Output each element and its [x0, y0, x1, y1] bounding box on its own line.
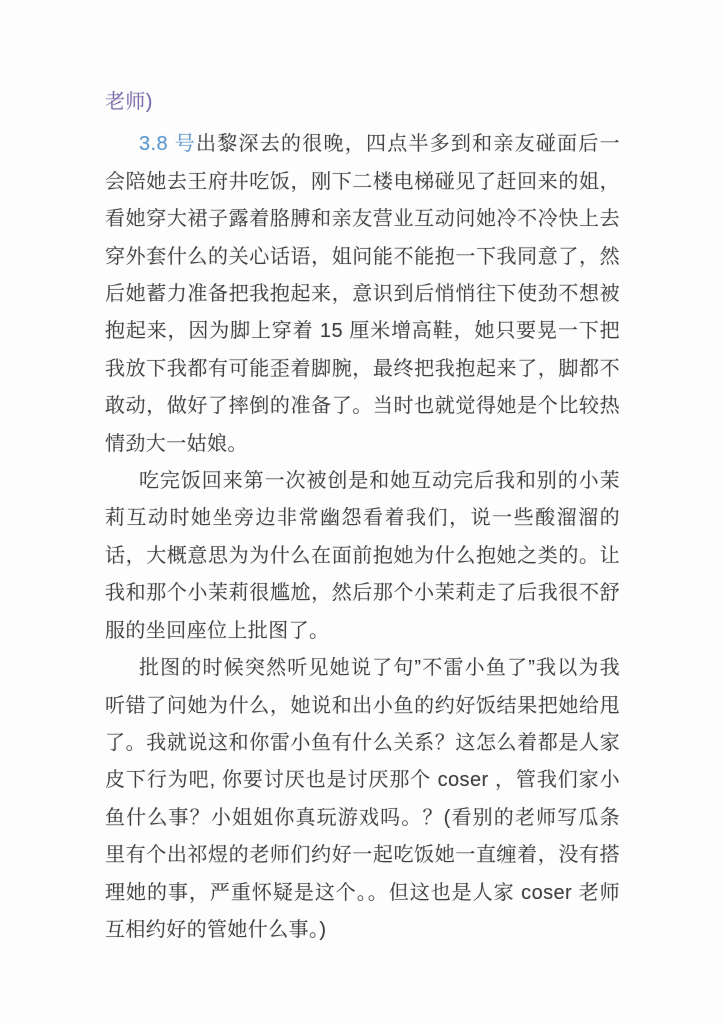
- intro-fragment-line: [105, 84, 620, 121]
- paragraph-1-text: 出黎深去的很晚，四点半多到和亲友碰面后一会陪她去王府井吃饭，刚下二楼电梯碰见了赶回来的姐，看她穿大裙子露着胳膊和亲友营业互动问她冷不冷快上去穿外套什么的关心话语，姐问能不能抱一下我同意了，然后她蓄力准备把我抱起来，意识到后悄悄往下使劲不想被抱起来，因为脚上穿着 15 厘米增高鞋，她只要晃一下把我放下我都有可能歪着脚腕，最终把我抱起来了，脚都不敢动，做好了摔倒的准备了。当时也就觉得她是个比较热情劲大一姑娘。: [105, 133, 621, 455]
- paragraph-2-text: 吃完饭回来第一次被创是和她互动完后我和别的小茉莉互动时她坐旁边非常幽怨看着我们，说一些酸溜溜的话，大概意思为为什么在面前抱她为什么抱她之类的。让我和那个小茉莉很尴尬，然后那个小茉莉走了后我很不舒服的坐回座位上批图了。: [105, 470, 620, 642]
- paragraph-3-text: 批图的时候突然听见她说了句”不雷小鱼了”我以为我听错了问她为什么，她说和出小鱼的约好饭结果把她给甩了。我就说这和你雷小鱼有什么关系？这怎么着都是人家皮下行为吧, 你要讨厌也是讨厌那个 coser ，管我们家小鱼什么事？小姐姐你真玩游戏吗。？(看别的老师写瓜条里有个出祁煜的老师们约好一起吃饭她一直缠着，没有搭理她的事，严重怀疑是这个。。但这也是人家 coser 老师互相约好的管她什么事。): [105, 657, 620, 941]
- date-prefix-text: 3.8 号: [139, 133, 197, 156]
- paragraph-date-entry: [105, 126, 620, 463]
- intro-fragment-text: 老师): [105, 91, 153, 113]
